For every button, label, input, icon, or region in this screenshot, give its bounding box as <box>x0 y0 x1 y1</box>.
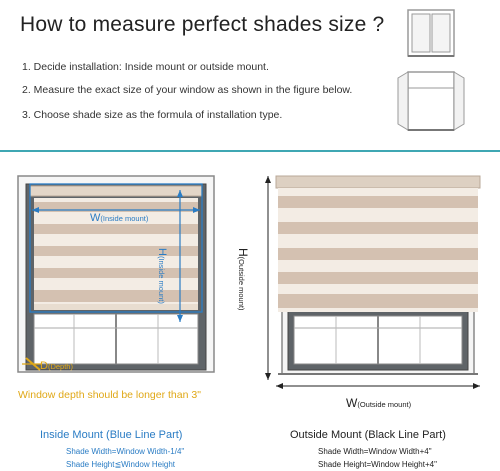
inside-mount-caption: Inside Mount (Blue Line Part) <box>40 429 183 441</box>
outside-width-formula: Shade Width=Window Width+4" <box>318 447 432 456</box>
outside-width-main: W <box>346 396 358 410</box>
section-divider <box>0 150 500 152</box>
depth-note: Window depth should be longer than 3" <box>18 389 201 401</box>
outside-width-sub: (Outside mount) <box>357 400 412 409</box>
outside-height-label <box>236 248 250 310</box>
outside-height-main: H <box>236 248 250 257</box>
outside-mount-caption: Outside Mount (Black Line Part) <box>290 429 446 441</box>
inside-height-formula: Shade Height≦Window Height <box>66 460 175 469</box>
inside-mount-diagram <box>12 168 222 386</box>
inside-width-label <box>90 212 148 224</box>
outside-width-label <box>346 396 411 410</box>
depth-main: D <box>40 360 48 372</box>
step-2: 2. Measure the exact size of your window as shown in the figure below. <box>22 84 353 96</box>
inside-height-label <box>156 248 168 304</box>
open-window-icon <box>394 66 468 138</box>
inside-width-formula: Shade Width=Window Width-1/4" <box>66 447 185 456</box>
outside-mount-diagram <box>258 166 490 392</box>
step-1: 1. Decide installation: Inside mount or outside mount. <box>22 61 269 73</box>
page-title: How to measure perfect shades size ? <box>20 13 385 36</box>
inside-height-main: H <box>156 248 168 256</box>
depth-label <box>40 360 73 372</box>
outside-height-formula: Shade Height=Window Height+4" <box>318 460 437 469</box>
outside-height-sub: (Outside mount) <box>237 256 246 311</box>
inside-width-main: W <box>90 212 101 224</box>
inside-height-sub: (Inside mount) <box>157 255 166 304</box>
closed-window-icon <box>400 4 462 62</box>
depth-sub: (Depth) <box>47 362 73 371</box>
inside-width-sub: (Inside mount) <box>100 214 149 223</box>
step-3: 3. Choose shade size as the formula of installation type. <box>22 109 283 121</box>
